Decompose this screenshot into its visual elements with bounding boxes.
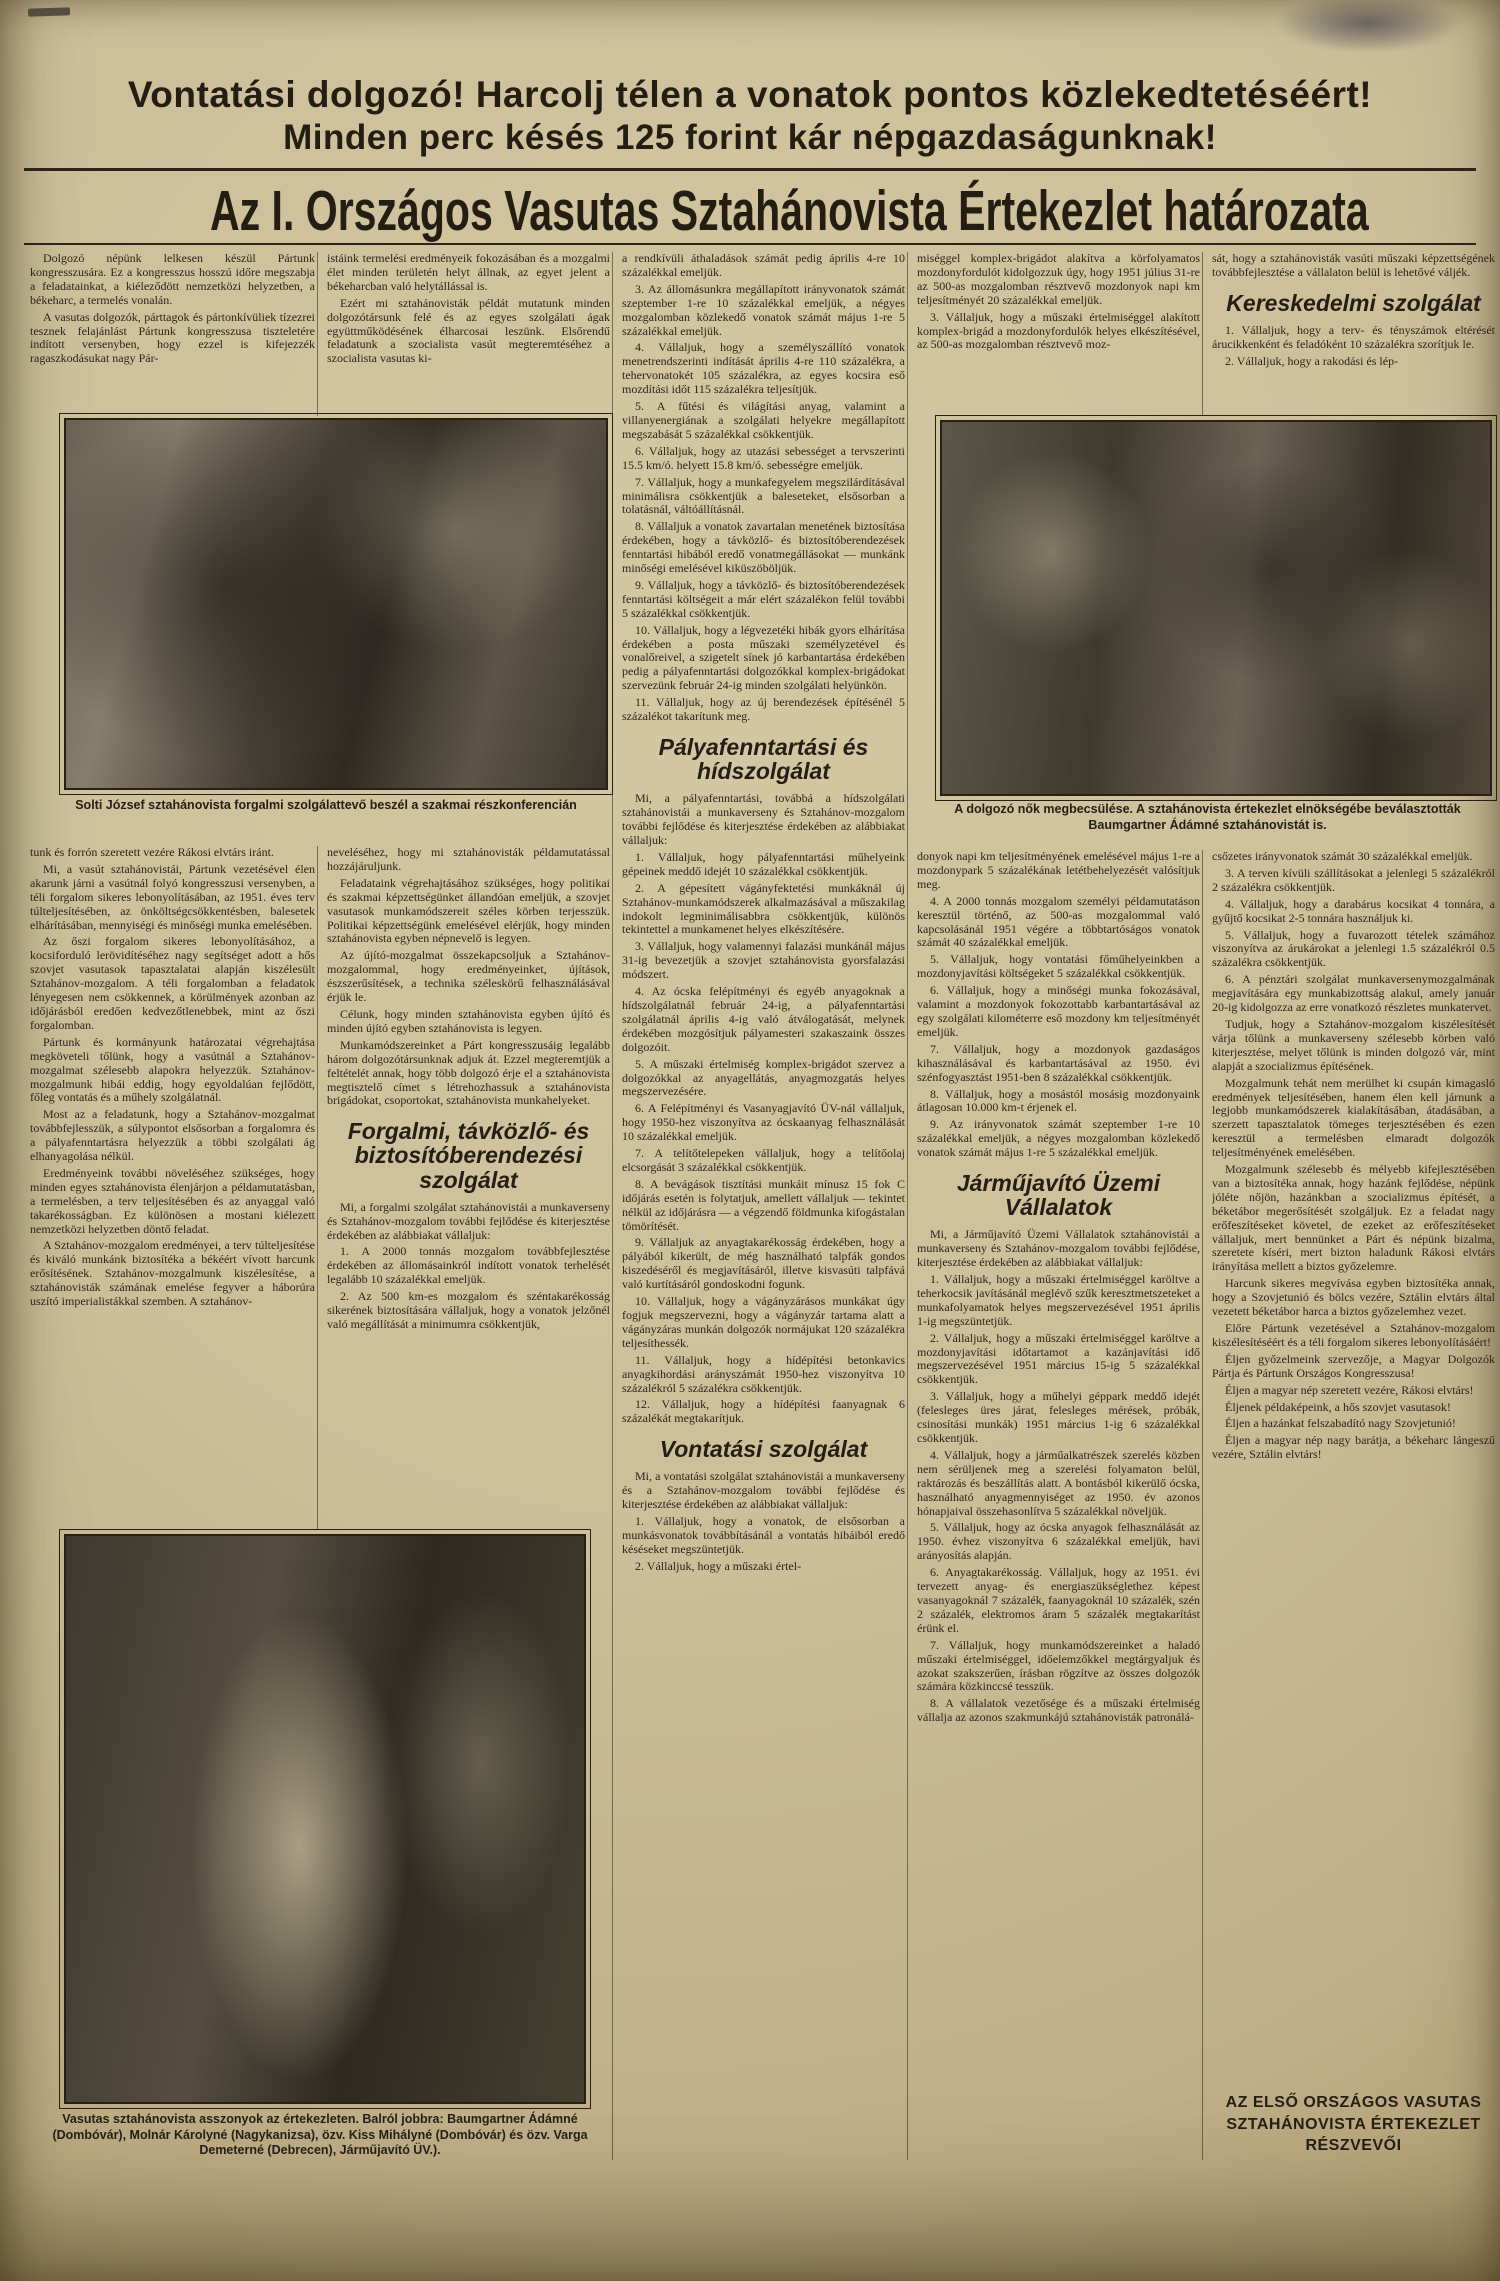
banner-slogan-line1: Vontatási dolgozó! Harcolj télen a vonatok pontos közlekedtetéséért! xyxy=(127,74,1373,115)
paragraph: neveléséhez, hogy mi sztahánovisták példamutatással hozzájáruljunk. xyxy=(327,846,610,873)
paragraph: Mi, a Járműjavító Üzemi Vállalatok sztahánovistái a munkaverseny és Sztahánov-mozgalom további fejlődése, kiterjesztése érdekében az alábbiakat vállaljuk: xyxy=(917,1227,1200,1270)
paragraph: 5. Vállaljuk, hogy a fuvarozott tételek számához viszonyítva az árukárokat a jelenlegi 1.5 százalékról 0.5 százalékra csökkentjük. xyxy=(1212,927,1495,970)
paragraph: 9. Vállaljuk, hogy a távközlő- és biztosítóberendezések fenntartási költségeit a már elért százalékon felül további 5 százalékkal csökkentjük. xyxy=(622,577,905,620)
photo-caption-bottom-left: Vasutas sztahánovista asszonyok az értekezleten. Balról jobbra: Baumgartner Ádámné (Dombóvár), Molnár Károlyné (Nagykanizsa), özv. Kiss Mihályné (Dombóvár) és özv. Varga Demeterné (Debrecen), Járműjavító ÜV.). xyxy=(52,2112,588,2158)
paragraph: 6. Vállaljuk, hogy az utazási sebességet a tervszerinti 15.5 km/ó. helyett 15.8 km/ó. sebességre emeljük. xyxy=(622,443,905,472)
paragraph: Harcunk sikeres megvívása egyben biztosítéka annak, hogy a Szovjetunió és bölcs vezére, Sztálin elvtárs által vezetett béketábor harca a biztos győzelemhez vezet. xyxy=(1212,1276,1495,1319)
paragraph: 6. A Felépítményi és Vasanyagjavító ÜV-nál vállaljuk, hogy 1950-hez viszonyítva az ócskaanyag felhasználását 10 százalékkal emeljük. xyxy=(622,1101,905,1144)
paragraph: 2. Vállaljuk, hogy a rakodási és lép- xyxy=(1225,353,1399,368)
paragraph: Munkamódszereinket a Párt kongresszusáig legalább három dolgozótársunknak adjuk át. Ezzel megteremtjük a feltételét annak, hogy több dolgozó érje el a sztahánovista megtisztelő címet s létrehozhassuk a sztahánovista brigádokat, csoportokat, sztahánovista munkahelyeket. xyxy=(327,1037,610,1108)
paragraph: Pártunk és kormányunk határozatai végrehajtása megköveteli tőlünk, hogy a vasútnál a Sztahánov-mozgalmat szélesebb alapokra helyezzük. Sztahánov-mozgalmunk hibái eddig, hogy egyoldalúan fejlődött, főleg vontatás és a műhely szolgálatnál. xyxy=(30,1034,315,1105)
paragraph: 5. Vállaljuk, hogy az ócska anyagok felhasználását az 1950. évhez viszonyítva 6 százalékkal emeljük, havi arányosítás alapján. xyxy=(917,1520,1200,1563)
paragraph: 11. Vállaljuk, hogy az új berendezések építésénél 5 százalékot takarítunk meg. xyxy=(622,695,905,724)
column-2-top-text xyxy=(327,252,610,414)
resolution-signature: AZ ELSŐ ORSZÁGOS VASUTAS SZTAHÁNOVISTA ÉRTEKEZLET RÉSZVEVŐI xyxy=(1225,2094,1482,2155)
paragraph: Éljen a magyar nép nagy barátja, a békeharc lángeszű vezére, Sztálin elvtárs! xyxy=(1212,1433,1495,1462)
column-5-bottom-text xyxy=(1212,850,1495,2085)
paragraph: Mi, a vasút sztahánovistái, Pártunk vezetésével élen akarunk járni a vasútnál folyó kongresszusi versenyben, a téli forgalom sikeres lebonyolításában, az 1951. éves terv túlteljesítésében, az önköltségcsökkentésben, balesetek elhárításában, mennyiségi és minőségi munka emelésében. xyxy=(30,861,315,932)
paragraph: miséggel komplex-brigádot alakítva a körfolyamatos mozdonyfordulót kidolgozzuk úgy, hogy 1951 július 31-re az 500-as mozgalomban résztvevő mozdonyok napi km teljesítményét 20 százalékkal emeljük. xyxy=(917,252,1200,307)
paragraph: 11. Vállaljuk, hogy a hídépítési betonkavics anyagkihordási arányszámát 1950-hez viszonyítva 10 százalékról 5 százalékra csökkentjük. xyxy=(622,1352,905,1395)
divider-rule xyxy=(24,168,1476,171)
paragraph: Feladataink végrehajtásához szükséges, hogy politikai és szakmai képzettségünket állandóan emeljük, a szovjet vasutasok munkamódszereit széles körben terjesszük. Politikai képzettségünk emelésével elérjük, hogy minden sztahánovista egyben népnevelő is legyen. xyxy=(327,875,610,946)
photo-caption-top-left: Solti József sztahánovista forgalmi szolgálattevő beszél a szakmai részkonferencián xyxy=(75,798,577,812)
paragraph: 7. Vállaljuk, hogy a munkafegyelem megszilárdításával minimálisra csökkentjük a baleseteket, elsősorban a tolatásnál, váltóállításnál. xyxy=(622,474,905,517)
column-divider xyxy=(1202,252,1203,416)
section-heading: Pályafenntartási és hídszolgálat xyxy=(658,734,869,785)
paragraph: donyok napi km teljesítményének emelésével május 1-re a mozdonypark 5 százalékának letétbehelyezését valósítjuk meg. xyxy=(917,850,1200,891)
column-4-top-text xyxy=(917,252,1200,416)
paragraph: Mozgalmunk szélesebb és mélyebb kifejlesztésében van a biztosítéka annak, hogy hazánk fejlődése, népünk jóléte nőjön, hazánkban a szocializmus építését, a béketábor megerősítését szolgáljuk. Ez a feladat nagy erőfeszítéseket követel, de ezeket az erőfeszítéseket vállaljuk, mert bennünket a Párt és népünk bizalma, szeretete kíséri, mert bizton haladunk Rákosi elvtárs irányítása mellett a biztos győzelemre. xyxy=(1212,1162,1495,1274)
paragraph: A Sztahánov-mozgalom eredményei, a terv túlteljesítése és kiváló munkánk biztosítéka a békéért vívott harcunk erősítésének. Sztahánov-mozgalmunk kiszélesítése, a sztahánovisták számának emelése fegyver a háborúra uszító imperialistákkal szemben. A sztahánov- xyxy=(30,1238,315,1309)
paragraph: Mozgalmunk tehát nem merülhet ki csupán kimagasló eredmények teljesítésében, hanem élen kell járnunk a legjobb munkamódszerek kialakításában, átadásában, a szerzett tapasztalatok tömeges terjesztésében és ezen keresztül a termelésben elmaradt dolgozók teljesítményének emelésében. xyxy=(1212,1075,1495,1160)
photo-caption-top-right: A dolgozó nők megbecsülése. A sztahánovista értekezlet elnökségébe beválasztották Baumgartner Ádámné sztahánovistát is. xyxy=(954,802,1461,832)
paragraph: 1. Vállaljuk, hogy pályafenntartási műhelyeink gépeinek meddő idejét 10 százalékkal csökkentjük. xyxy=(622,849,905,878)
paragraph: 1. Vállaljuk, hogy a műszaki értelmiséggel karöltve a teherkocsik javításánál meglévő szűk keresztmetszeteket a munkafolyamatok helyes megszervezésével 1951 április 1-ig megszüntetjük. xyxy=(917,1272,1200,1328)
paragraph: A vasutas dolgozók, párttagok és pártonkívüliek tízezrei tesznek felajánlást Pártunk kongresszusa tiszteletére indított versenyben, hogy ezzel is kifejezzék ragaszkodásukat nagy Pár- xyxy=(30,309,315,366)
paragraph: Dolgozó népünk lelkesen készül Pártunk kongresszusára. Ez a kongresszus hosszú időre megszabja a feladatainkat, a kiéleződött nemzetközi helyzetben, a békeharc, a termelés vonalán. xyxy=(30,252,315,307)
paragraph: 1. A 2000 tonnás mozgalom továbbfejlesztése érdekében az állomásainkról indított vonatok terhelését legalább 10 százalékkal emeljük. xyxy=(327,1244,610,1287)
column-divider xyxy=(317,846,318,1530)
paragraph: Célunk, hogy minden sztahánovista egyben újító és minden újító egyben sztahánovista is legyen. xyxy=(327,1006,610,1035)
section-heading: Forgalmi, távközlő- és biztosítóberendezési szolgálat xyxy=(347,1118,590,1193)
paragraph: 2. Vállaljuk, hogy a műszaki értel- xyxy=(635,1558,802,1573)
paragraph: Éljen a magyar nép szeretett vezére, Rákosi elvtárs! xyxy=(1225,1382,1474,1397)
paragraph: 9. Az irányvonatok számát szeptember 1-re 10 százalékkal emeljük, a négyes mozgalomban közlekedő vonatok számát május 1-re 5 százalékkal emeljük. xyxy=(917,1117,1200,1160)
paragraph: Mi, a pályafenntartási, továbbá a hídszolgálati sztahánovistái a munkaverseny és Sztahánov-mozgalom további fejlődése és kiterjesztése érdekében az alábbiakat vállaljuk: xyxy=(622,791,905,847)
paragraph: Most az a feladatunk, hogy a Sztahánov-mozgalmat továbbfejlesszük, a súlypontot elsősorban a forgalomra és a pályafenntartásra helyezzük a többi szolgálati ág elhanyagolása nélkül. xyxy=(30,1107,315,1164)
paragraph: 4. Vállaljuk, hogy a darabárus kocsikat 4 tonnára, a gyűjtő kocsikat 2-5 tonnára használjuk ki. xyxy=(1212,896,1495,925)
column-5-top-text xyxy=(1212,252,1495,416)
paragraph: 4. A 2000 tonnás mozgalom személyi példamutatáson keresztül történő, az 500-as mozgalommal való kapcsolásánál 1951 végére a többtartóságos vonatok számát 40 százalékkal emeljük. xyxy=(917,893,1200,950)
paragraph: 2. Vállaljuk, hogy a műszaki értelmiséggel karöltve a mozdonyjavítási időtartamot a kazánjavítási idő megszervezésével 1951 március 15-ig 5 százalékkal csökkentjük. xyxy=(917,1330,1200,1387)
paragraph: 2. Az 500 km-es mozgalom és széntakarékosság sikerének biztosítására vállaljuk, hogy a vonatok jelzőnél való megállítását a minimumra csökkentjük, xyxy=(327,1289,610,1331)
paragraph: Éljen győzelmeink szervezője, a Magyar Dolgozók Pártja és Pártunk Országos Kongresszusa! xyxy=(1212,1351,1495,1380)
paragraph: 3. Vállaljuk, hogy valamennyi falazási munkánál május 31-ig bevezetjük a szovjet sztahánovista gyorsfalazási módszert. xyxy=(622,939,905,982)
paragraph: 3. Vállaljuk, hogy a műszaki értelmiséggel alakított komplex-brigád a mozdonyfordulók helyes elkészítésével, az 500-as mozgalomban résztvevő moz- xyxy=(917,309,1200,352)
paragraph: 10. Vállaljuk, hogy a vágányzárásos munkákat úgy fogjuk megszervezni, hogy a vágányzár tartama alatt a vágányzáras munkán dolgozók normájukat 120 százalékra teljesíthessék. xyxy=(622,1294,905,1350)
paragraph: 7. A telítőtelepeken vállaljuk, hogy a telítőolaj elcsorgását 3 százalékkal csökkentjük. xyxy=(622,1146,905,1174)
paragraph: 5. Vállaljuk, hogy vontatási főműhelyeinkben a mozdonyjavítási költségeket 5 százalékkal csökkentjük. xyxy=(917,952,1200,981)
column-divider xyxy=(612,252,613,2160)
paragraph: 3. Az állomásunkra megállapított irányvonatok számát szeptember 1-re 10 százalékkal emeljük, a négyes mozgalomban közlekedő vonatok számát május 1-re 5 százalékkal emeljük. xyxy=(622,281,905,338)
paragraph: Tudjuk, hogy a Sztahánov-mozgalom kiszélesítését várja tőlünk a munkaverseny szélesebb körben való kiterjesztése, melyet tőlünk is minden dolgozó vár, mint alapját a szocializmus építésének. xyxy=(1212,1016,1495,1073)
paragraph: 8. Vállaljuk a vonatok zavartalan menetének biztosítása érdekében, hogy a távközlő- és biztosítóberendezések fenntartási hibából eredő vonatmegállásokat — munkánk minőségi emelésével kiküszöböljük. xyxy=(622,519,905,576)
column-1-bottom-text xyxy=(30,846,315,1530)
paragraph: Előre Pártunk vezetésével a Sztahánov-mozgalom kiszélesítéséért és a téli forgalom sikeres lebonyolításáért! xyxy=(1212,1321,1495,1349)
paragraph: 8. A bevágások tisztítási munkáit mínusz 15 fok C időjárás esetén is folytatjuk, amellett vállaljuk — tekintet nélkül az időjárásra — a végzendő földmunka kifogástalan tömörítését. xyxy=(622,1176,905,1233)
paragraph: 6. A pénztári szolgálat munkaversenymozgalmának megjavítására egy munkabizottság alakul, amely január 20-ig kidolgozza az erre vonatkozó részletes munkatervet. xyxy=(1212,972,1495,1015)
paragraph: 1. Vállaljuk, hogy a vonatok, de elsősorban a munkásvonatok továbbításánál a vontatás hibáiból eredő késéseket megszüntetjük. xyxy=(622,1514,905,1556)
paragraph: Az őszi forgalom sikeres lebonyolításához, a kocsiforduló lerövidítéséhez nagy segítséget adott a hős szovjet vasutasok tapasztalatai alapján kiszélesült Sztahánov-mozgalom. A téli forgalomban a feladatok lényegesen nem csökkennek, a körülmények azonban az időjárásból eredően kedvezőtlenebbek, mint az őszi forgalomban. xyxy=(30,934,315,1032)
column-divider xyxy=(1202,850,1203,2160)
photo-conference-presidium xyxy=(940,420,1492,796)
section-heading: Kereskedelmi szolgálat xyxy=(1226,289,1481,316)
photo-speaker-solti-jozsef xyxy=(64,418,608,790)
paragraph: 3. Vállaljuk, hogy a műhelyi géppark meddő idejét (felesleges üres járat, felesleges mérések, próbák, csinosítási munkák) 1951 március 1-ig 6 százalékkal csökkentjük. xyxy=(917,1389,1200,1445)
paragraph: a rendkívüli áthaladások számát pedig április 4-re 10 százalékkal emeljük. xyxy=(622,252,905,279)
paragraph: 6. Vállaljuk, hogy a minőségi munka fokozásával, valamint a mozdonyok fokozottabb karbantartásával az egy szolgálati kilométerre eső mozdony km teljesítményét emeljük. xyxy=(917,983,1200,1039)
column-4-bottom-text xyxy=(917,850,1200,2160)
paragraph: Eredményeink további növeléséhez szükséges, hogy minden egyes sztahánovista élenjárjon a példamutatásban, a termelésben, a terv teljesítésében és az anyaggal való takarékosságban. Ez különösen a mostani kiélezett nemzetközi helyzetben döntő feladat. xyxy=(30,1165,315,1236)
paragraph: 4. Vállaljuk, hogy a személyszállító vonatok menetrendszerinti indítását április 4-re 110 százalékra, a tehervonatokét 105 százalékra, az egyes kocsira eső mozdítási időt 115 százalékra teljesítjük. xyxy=(622,340,905,397)
photo-stakhanovite-women xyxy=(64,1534,586,2104)
banner-slogan-line2: Minden perc késés 125 forint kár népgazdaságunknak! xyxy=(283,118,1217,157)
paragraph: 4. Vállaljuk, hogy a járműalkatrészek szerelés közben nem sérüljenek meg a szerelési folyamaton belül, raktározás és beszállítás alatt. A bontásból kikerülő ócska, használható anyagmennyiséget az 1950. év azonos hónapjaival összehasonlítva 5 százalékkal növeljük. xyxy=(917,1447,1200,1518)
column-divider xyxy=(317,252,318,416)
paragraph: 7. Vállaljuk, hogy munkamódszereinket a haladó műszaki értelmiséggel, időelemzőkkel megtárgyaljuk és azokat szakszerűen, írásban rögzítve az összes dolgozók számára közkinccsé tesszük. xyxy=(917,1637,1200,1694)
ink-mark xyxy=(28,7,70,16)
paragraph: 8. Vállaljuk, hogy a mosástól mosásig mozdonyaink átlagosan 10.000 km-t érjenek el. xyxy=(917,1086,1200,1115)
paragraph: 4. Az ócska felépítményi és egyéb anyagoknak a hídszolgálatnál február 24-ig, a pályafenntartási szolgálatnál április 4-ig való átválogatását, melynek érdekében mozgósítjuk pályamesteri szakaszaink összes dolgozóit. xyxy=(622,984,905,1054)
paragraph: 5. A műszaki értelmiség komplex-brigádot szervez a dolgozókkal az anyagellátás, anyagmozgatás helyes megszervezésére. xyxy=(622,1056,905,1099)
corner-smudge xyxy=(1278,0,1458,52)
column-divider xyxy=(907,252,908,2160)
column-2-bottom-text xyxy=(327,846,610,1530)
paragraph: 10. Vállaljuk, hogy a légvezetéki hibák gyors elhárítása érdekében a posta műszaki személyzetével és vonalőreivel, a szigetelt sínek jó karbantartása érdekében pedig a pályafenntartási dolgozókkal komplex-brigádokat szervezünk február 24-ig minden szolgálati helyünkön. xyxy=(622,622,905,693)
paragraph: 5. A fűtési és világítási anyag, valamint a villanyenergiának a szolgálati helyekre megállapított megszabását 5 százalékkal csökkentjük. xyxy=(622,399,905,441)
paragraph: Ezért mi sztahánovisták példát mutatunk minden dolgozótársunk felé és az egyes szolgálati ágak együttműködésének élharcosai leszünk. Elsőrendű feladatunk a szocialista vasút megteremtéséhez a szocialista vasutas ki- xyxy=(327,295,610,366)
column-1-top-text xyxy=(30,252,315,414)
section-heading: Járműjavító Üzemi Vállalatok xyxy=(956,1170,1161,1221)
paragraph: 2. A gépesített vágányfektetési munkáknál új Sztahánov-munkamódszerek alkalmazásával a műszakilag indokolt legminimálisabbra csökkentjük, különös tekintettel a munkamenet helyes elkészítésére. xyxy=(622,880,905,937)
page-title: Az I. Országos Vasutas Sztahánovista Értekezlet határozata xyxy=(210,179,1369,243)
paragraph: 12. Vállaljuk, hogy a hídépítési faanyagnak 6 százalékát megtakarítjuk. xyxy=(622,1397,905,1426)
paragraph: 8. A vállalatok vezetősége és a műszaki értelmiség vállalja az azonos szakmunkájú sztahánovisták patronálá- xyxy=(917,1696,1200,1725)
paragraph: Az újító-mozgalmat összekapcsoljuk a Sztahánov-mozgalommal, hogy eredményeinket, újítások, észszerűsítések, a technika széleskörű felhasználásával érjük le. xyxy=(327,948,610,1005)
paragraph: istáink termelési eredményeik fokozásában és a mozgalmi élet minden területén helyt állnak, az egyet jelent a békeharcban való helytállással is. xyxy=(327,252,610,293)
paragraph: tunk és forrón szeretett vezére Rákosi elvtárs iránt. xyxy=(30,846,274,859)
divider-rule xyxy=(24,243,1476,245)
paragraph: 9. Vállaljuk az anyagtakarékosság érdekében, hogy a pályából kikerült, de még használható talpfák gondos kiszedéséről és megjavításáról, illetve kisvasúti talpfává való kurtításáról gondoskodni fogunk. xyxy=(622,1235,905,1292)
paragraph: Mi, a vontatási szolgálat sztahánovistái a munkaverseny és a Sztahánov-mozgalom további fejlődése és kiterjesztése érdekében az alábbiakat vállaljuk: xyxy=(622,1469,905,1512)
paragraph: Éljenek példaképeink, a hős szovjet vasutasok! xyxy=(1225,1399,1451,1414)
paragraph: Mi, a forgalmi szolgálat sztahánovistái a munkaverseny és Sztahánov-mozgalom további fejlődése és kiterjesztése érdekében az alábbiakat vállaljuk: xyxy=(327,1199,610,1242)
column-3-text xyxy=(622,252,905,2160)
paragraph: 7. Vállaljuk, hogy a mozdonyok gazdaságos kihasználásával és karbantartásával az 1950. évi szénfogyasztást 1951-ben 8 százalékkal csökkentjük. xyxy=(917,1041,1200,1084)
section-heading: Vontatási szolgálat xyxy=(659,1436,868,1463)
paragraph: 3. A terven kívüli szállításokat a jelenlegi 5 százalékról 2 százalékra csökkentjük. xyxy=(1212,865,1495,894)
paragraph: 6. Anyagtakarékosság. Vállaljuk, hogy az 1951. évi tervezett anyag- és energiaszükséglethez képest vasanyagoknál 7 százalék, faanyagoknál 10 százalék, szén 2 százalék, elektromos áram 5 százalék megtakarítást érünk el. xyxy=(917,1565,1200,1635)
paragraph: 1. Vállaljuk, hogy a terv- és tényszámok eltérését árucikkenként és feladóként 10 százalékra szorítjuk le. xyxy=(1212,322,1495,351)
paragraph: sát, hogy a sztahánovisták vasúti műszaki képzettségének továbbfejlesztése a vállalaton belül is lehetővé váljék. xyxy=(1212,252,1495,279)
paragraph: Éljen a hazánkat felszabadító nagy Szovjetunió! xyxy=(1225,1416,1456,1431)
paragraph: csőzetes irányvonatok számát 30 százalékkal emeljük. xyxy=(1212,850,1473,863)
